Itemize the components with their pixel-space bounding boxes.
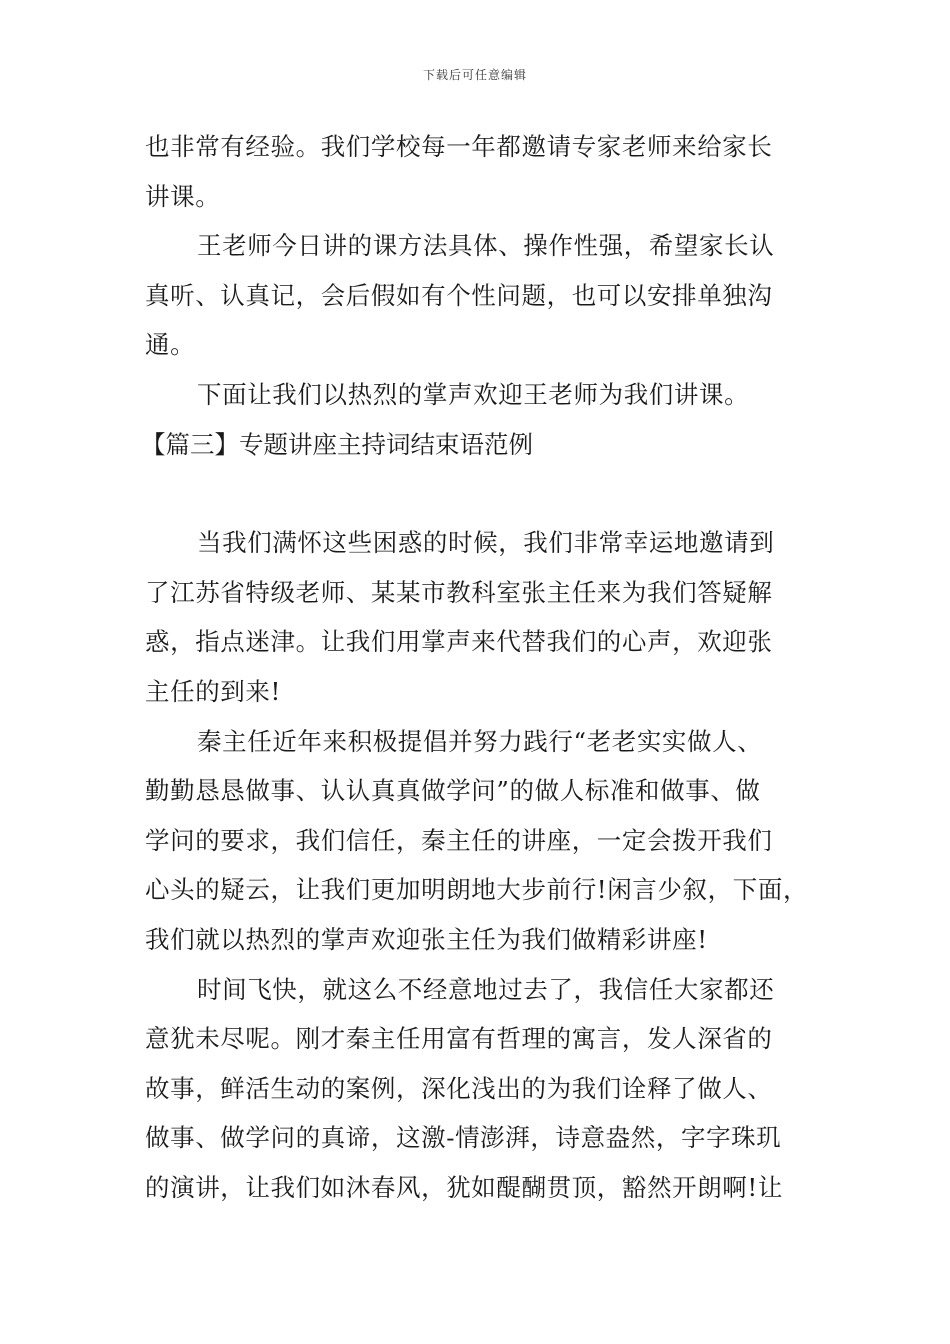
text-line: 通。 — [145, 330, 196, 360]
text-line: 惑，指点迷津。让我们用掌声来代替我们的心声，欢迎张 — [145, 627, 773, 657]
paragraph-first-line: 当我们满怀这些困惑的时候，我们非常幸运地邀请到 — [197, 528, 775, 558]
text-line: 了江苏省特级老师、某某市教科室张主任来为我们答疑解 — [145, 577, 773, 607]
text-line: 真听、认真记，会后假如有个性问题，也可以安排单独沟 — [145, 280, 773, 310]
paragraph-first-line: 秦主任近年来积极提倡并努力践行“老老实实做人、 — [197, 726, 763, 756]
text-line: 勤勤恳恳做事、认认真真做学问”的做人标准和做事、做 — [145, 776, 761, 806]
text-line: 做事、做学问的真谛，这激-情澎湃，诗意盎然，字字珠玑 — [145, 1123, 782, 1153]
text-line: 我们就以热烈的掌声欢迎张主任为我们做精彩讲座! — [145, 924, 708, 954]
paragraph-first-line: 王老师今日讲的课方法具体、操作性强，希望家长认 — [197, 231, 775, 261]
text-line: 主任的到来! — [145, 676, 281, 706]
page-header: 下载后可任意编辑 — [422, 68, 527, 82]
text-line: 故事，鲜活生动的案例，深化浅出的为我们诠释了做人、 — [145, 1073, 773, 1103]
section-title: 【篇三】专题讲座主持词结束语范例 — [141, 429, 533, 459]
text-line: 的演讲，让我们如沐春风，犹如醍醐贯顶，豁然开朗啊!让 — [145, 1172, 783, 1202]
document-body — [141, 122, 825, 1212]
text-line: 讲课。 — [145, 181, 221, 211]
blank-line — [145, 469, 825, 518]
text-line: 学问的要求，我们信任，秦主任的讲座，一定会拨开我们 — [145, 825, 773, 855]
text-line: 意犹未尽呢。刚才秦主任用富有哲理的寓言，发人深省的 — [145, 1024, 773, 1054]
text-line: 心头的疑云，让我们更加明朗地大步前行!闲言少叙，下面， — [145, 875, 809, 905]
paragraph-first-line: 时间飞快，就这么不经意地过去了，我信任大家都还 — [197, 974, 775, 1004]
paragraph-first-line: 下面让我们以热烈的掌声欢迎王老师为我们讲课。 — [197, 379, 750, 409]
text-line: 也非常有经验。我们学校每一年都邀请专家老师来给家长 — [145, 132, 773, 161]
